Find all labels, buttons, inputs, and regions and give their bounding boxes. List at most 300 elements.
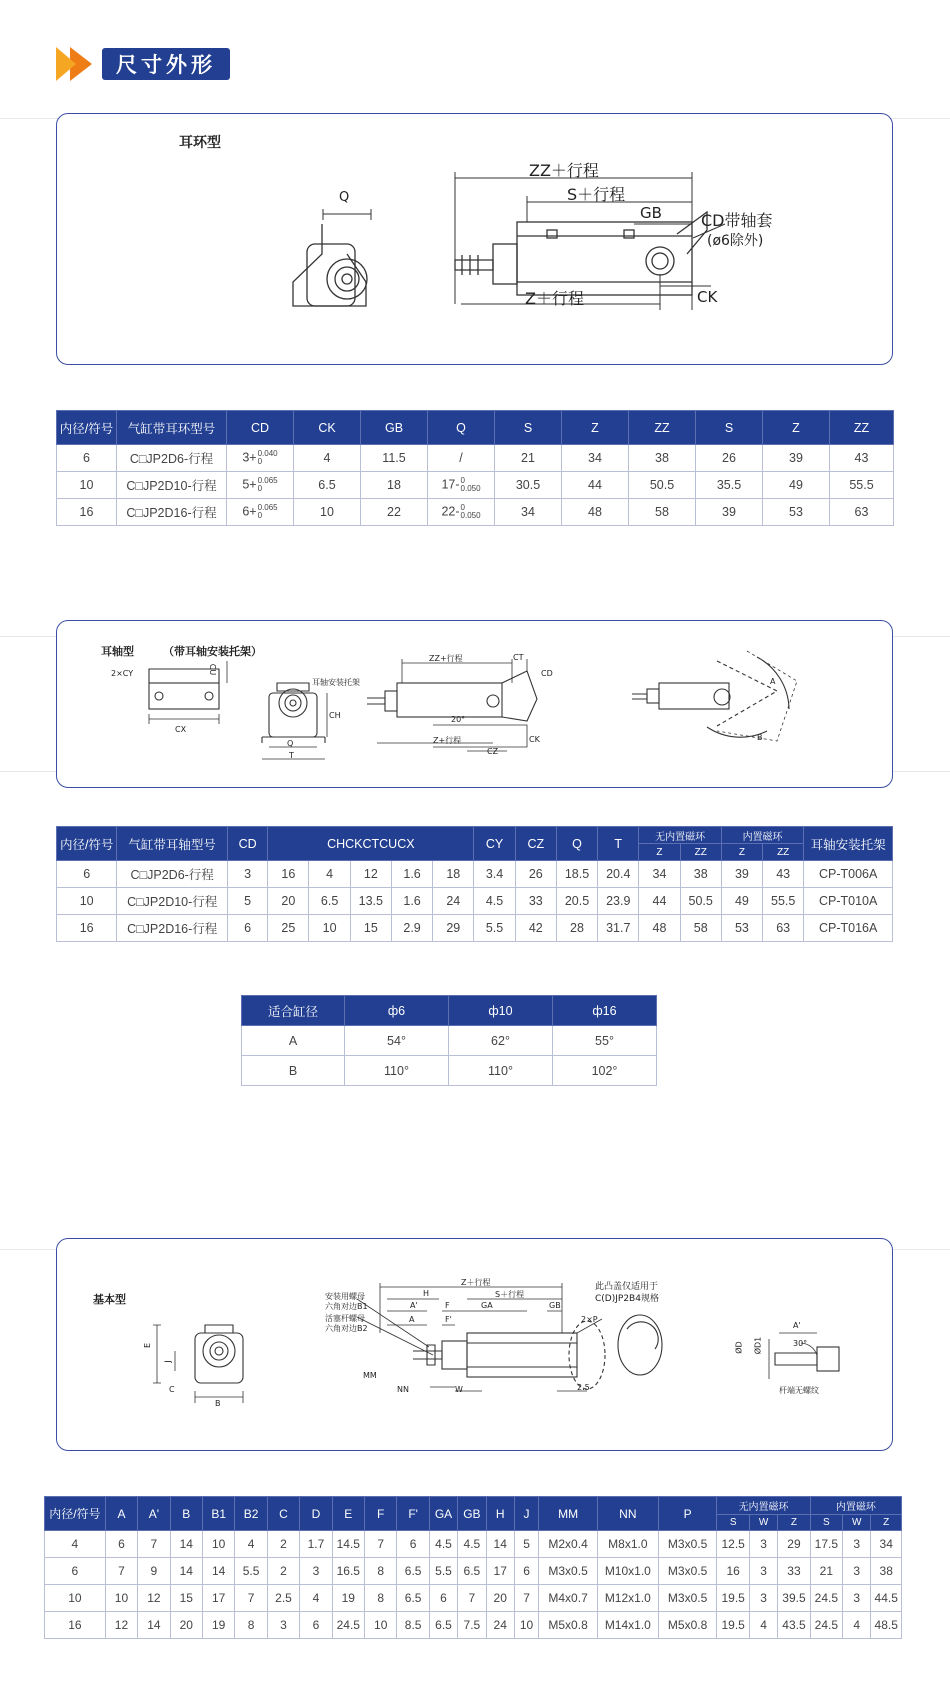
- dim-label: W: [455, 1385, 463, 1394]
- dim-cd: CD带轴套: [701, 211, 773, 230]
- dim-label: ZZ+行程: [429, 654, 463, 663]
- cell: 43: [830, 445, 894, 472]
- cell: M3x0.5: [658, 1558, 717, 1585]
- header-cell: S: [810, 1515, 842, 1531]
- header-cell: 内径/符号: [57, 827, 117, 861]
- cell: 49: [763, 472, 830, 499]
- dim-label: J: [163, 1360, 173, 1363]
- cell: 7: [514, 1585, 538, 1612]
- header-cell: 气缸带耳轴型号: [117, 827, 228, 861]
- cell: 24.5: [332, 1612, 364, 1639]
- dim-label: CH: [329, 711, 341, 720]
- header-cell: 内置磁环: [721, 827, 803, 844]
- cell: 110°: [449, 1056, 553, 1086]
- cell: 9: [138, 1558, 170, 1585]
- cell: 10: [202, 1531, 234, 1558]
- header-cell: CD: [227, 411, 294, 445]
- cell: 53: [763, 499, 830, 526]
- header-cell: 无内置磁环: [639, 827, 721, 844]
- cell: 31.7: [598, 915, 639, 942]
- header-cell: Z: [778, 1515, 810, 1531]
- cell: M10x1.0: [597, 1558, 658, 1585]
- cell: 13.5: [350, 888, 391, 915]
- dim-label: S＋行程: [495, 1290, 525, 1299]
- cell: 7: [138, 1531, 170, 1558]
- table-row: [242, 1026, 657, 1056]
- cell: 10: [514, 1612, 538, 1639]
- cell: 14: [138, 1612, 170, 1639]
- cell: 6.5: [458, 1558, 486, 1585]
- cell: M2x0.4: [539, 1531, 598, 1558]
- cell: 18: [361, 472, 428, 499]
- cell: C□JP2D6-行程: [117, 861, 228, 888]
- cell: 6: [57, 445, 117, 472]
- cell: 4: [309, 861, 350, 888]
- cell: 1.7: [300, 1531, 332, 1558]
- cell: 10: [365, 1612, 397, 1639]
- cell: 3: [843, 1558, 871, 1585]
- dim-zz: ZZ＋行程: [529, 161, 599, 180]
- cell: 102°: [553, 1056, 657, 1086]
- dim-label: 六角对边B2: [325, 1324, 368, 1333]
- header-cell: H: [486, 1497, 514, 1531]
- cell: 16: [717, 1558, 749, 1585]
- cell: 17: [486, 1558, 514, 1585]
- dim-label: 此凸盖仅适用于: [595, 1282, 659, 1292]
- header-cell: GB: [458, 1497, 486, 1531]
- cell: 39.5: [778, 1585, 810, 1612]
- table-row: [45, 1612, 902, 1639]
- cell: 16: [57, 915, 117, 942]
- cell: B: [242, 1056, 345, 1086]
- cell: 23.9: [598, 888, 639, 915]
- cell: 34: [871, 1531, 902, 1558]
- header-cell: 适合缸径: [242, 996, 345, 1026]
- cell: C□JP2D16-行程: [117, 499, 227, 526]
- table-header-row: [57, 411, 894, 445]
- header-cell: Z: [639, 844, 680, 861]
- cell: 10: [309, 915, 350, 942]
- header-cell: Z: [721, 844, 762, 861]
- cell: 21: [495, 445, 562, 472]
- cell: 20.4: [598, 861, 639, 888]
- cell: 3: [749, 1558, 777, 1585]
- dim-label: F: [445, 1301, 450, 1310]
- dim-label: F': [445, 1315, 452, 1324]
- cell: C□JP2D10-行程: [117, 472, 227, 499]
- cell: 18.5: [556, 861, 597, 888]
- dim-label: Q: [287, 739, 294, 748]
- cell: 6.5: [294, 472, 361, 499]
- cell: CP-T010A: [804, 888, 893, 915]
- cell: 6: [228, 915, 268, 942]
- cell: 7: [458, 1585, 486, 1612]
- cell: 33: [778, 1558, 810, 1585]
- header-cell: B: [170, 1497, 202, 1531]
- cell: 8: [235, 1612, 267, 1639]
- cell: M3x0.5: [539, 1558, 598, 1585]
- cell: 35.5: [696, 472, 763, 499]
- cell: 34: [562, 445, 629, 472]
- cell: 19: [332, 1585, 364, 1612]
- header-cell: E: [332, 1497, 364, 1531]
- dim-label: 杆端无螺纹: [779, 1386, 819, 1395]
- cell: 44.5: [871, 1585, 902, 1612]
- cell: M4x0.7: [539, 1585, 598, 1612]
- dim-q: Q: [339, 190, 350, 205]
- header-cell: B2: [235, 1497, 267, 1531]
- cell: 3+ 0.040 0: [227, 445, 294, 472]
- table-row: [45, 1558, 902, 1585]
- cell: C□JP2D10-行程: [117, 888, 228, 915]
- cell: 10: [105, 1585, 137, 1612]
- cell: 20: [268, 888, 309, 915]
- cell: 38: [871, 1558, 902, 1585]
- cell: 24.5: [810, 1585, 842, 1612]
- cell: 48: [639, 915, 680, 942]
- cell: 4.5: [429, 1531, 457, 1558]
- cell: 28: [556, 915, 597, 942]
- header-cell: C: [267, 1497, 299, 1531]
- header-cell: W: [843, 1515, 871, 1531]
- cell: 26: [515, 861, 556, 888]
- cell: M14x1.0: [597, 1612, 658, 1639]
- dim-label: CZ: [487, 747, 499, 756]
- header-cell: Q: [556, 827, 597, 861]
- cell: 6.5: [429, 1612, 457, 1639]
- cell: 4.5: [474, 888, 515, 915]
- dim-label: NN: [397, 1385, 409, 1394]
- cell: 8: [365, 1585, 397, 1612]
- cell: 110°: [345, 1056, 449, 1086]
- dim-label: ØD: [734, 1341, 744, 1354]
- cell: 24.5: [810, 1612, 842, 1639]
- cell: 3: [749, 1585, 777, 1612]
- table-row: [57, 888, 893, 915]
- cell: 12.5: [717, 1531, 749, 1558]
- header-cell: CD: [228, 827, 268, 861]
- cell: 6: [514, 1558, 538, 1585]
- cell: 29: [778, 1531, 810, 1558]
- cell: 8: [365, 1558, 397, 1585]
- cell: 29: [433, 915, 474, 942]
- header-cell: A': [138, 1497, 170, 1531]
- cell: C□JP2D16-行程: [117, 915, 228, 942]
- dim-gb: GB: [640, 204, 662, 222]
- header-cell: 内径/符号: [45, 1497, 106, 1531]
- table-row: [45, 1531, 902, 1558]
- cell: 14: [202, 1558, 234, 1585]
- dim-label: ØD1: [753, 1336, 763, 1355]
- cell: A: [242, 1026, 345, 1056]
- cell: 6: [45, 1558, 106, 1585]
- header-cell: S: [696, 411, 763, 445]
- dim-label: CU: [208, 663, 218, 676]
- cell: 16.5: [332, 1558, 364, 1585]
- header-cell: ф10: [449, 996, 553, 1026]
- table-header-row: [45, 1497, 902, 1515]
- chevron-arrows-icon: [56, 47, 92, 81]
- type-label: 耳环型: [179, 135, 221, 151]
- header-cell: CHCKCTCUCX: [268, 827, 474, 861]
- cell: 4: [300, 1585, 332, 1612]
- table-header-row: [242, 996, 657, 1026]
- dim-ck: CK: [697, 288, 718, 306]
- cell: 19: [202, 1612, 234, 1639]
- cell: 25: [268, 915, 309, 942]
- cell: 10: [57, 888, 117, 915]
- cell: 20: [170, 1612, 202, 1639]
- cell: 3: [843, 1585, 871, 1612]
- header-cell: ф6: [345, 996, 449, 1026]
- cell: M8x1.0: [597, 1531, 658, 1558]
- header-cell: B1: [202, 1497, 234, 1531]
- cell: 3: [267, 1612, 299, 1639]
- dim-label: Z+行程: [433, 736, 462, 745]
- cell: 44: [639, 888, 680, 915]
- header-cell: GA: [429, 1497, 457, 1531]
- table-row: [242, 1056, 657, 1086]
- cell: CP-T016A: [804, 915, 893, 942]
- cell: 48.5: [871, 1612, 902, 1639]
- header-cell: CK: [294, 411, 361, 445]
- dim-label: A: [409, 1315, 415, 1324]
- header-cell: 内径/符号: [57, 411, 117, 445]
- cell: 19.5: [717, 1612, 749, 1639]
- cell: 4.5: [458, 1531, 486, 1558]
- cell: 8.5: [397, 1612, 429, 1639]
- cell: 5.5: [235, 1558, 267, 1585]
- header-cell: S: [495, 411, 562, 445]
- cell: 6: [105, 1531, 137, 1558]
- header-cell: P: [658, 1497, 717, 1531]
- cell: 4: [749, 1612, 777, 1639]
- cell: 7: [365, 1531, 397, 1558]
- header-cell: W: [749, 1515, 777, 1531]
- cell: 6.5: [309, 888, 350, 915]
- dim-label: H: [423, 1289, 430, 1298]
- basic-type-diagram-panel: [56, 1238, 893, 1451]
- basic-type-drawing: [57, 1239, 893, 1451]
- header-cell: NN: [597, 1497, 658, 1531]
- cell: 18: [433, 861, 474, 888]
- cell: 6: [57, 861, 117, 888]
- cell: 1.6: [391, 861, 432, 888]
- cell: 14: [170, 1558, 202, 1585]
- header-cell: MM: [539, 1497, 598, 1531]
- cell: /: [428, 445, 495, 472]
- cell: 34: [639, 861, 680, 888]
- header-cell: A: [105, 1497, 137, 1531]
- header-cell: 无内置磁环: [717, 1497, 810, 1515]
- cell: 49: [721, 888, 762, 915]
- cell: 26: [696, 445, 763, 472]
- cell: 20: [486, 1585, 514, 1612]
- cell: 19.5: [717, 1585, 749, 1612]
- dim-label: 活塞杆螺母: [325, 1314, 365, 1323]
- cell: 12: [350, 861, 391, 888]
- cell: 15: [170, 1585, 202, 1612]
- table-row: [57, 861, 893, 888]
- cell: 24: [433, 888, 474, 915]
- dim-s: S＋行程: [567, 185, 626, 204]
- cell: CP-T006A: [804, 861, 893, 888]
- cell: 16: [45, 1612, 106, 1639]
- cell: 53: [721, 915, 762, 942]
- cell: 48: [562, 499, 629, 526]
- cell: 22- 0 0.050: [428, 499, 495, 526]
- header-cell: ZZ: [763, 844, 804, 861]
- cell: 2.9: [391, 915, 432, 942]
- cell: 63: [763, 915, 804, 942]
- trunnion-diagram-panel: [56, 620, 893, 788]
- header-cell: J: [514, 1497, 538, 1531]
- cell: 4: [235, 1531, 267, 1558]
- cell: 55.5: [830, 472, 894, 499]
- cell: 17- 0 0.050: [428, 472, 495, 499]
- cell: 16: [268, 861, 309, 888]
- cell: 5: [228, 888, 268, 915]
- cell: 6: [429, 1585, 457, 1612]
- cell: 50.5: [629, 472, 696, 499]
- table-row: [57, 445, 894, 472]
- cell: 14: [170, 1531, 202, 1558]
- cell: 38: [680, 861, 721, 888]
- header-cell: Z: [763, 411, 830, 445]
- header-cell: GB: [361, 411, 428, 445]
- dim-label: 耳轴安装托架: [312, 678, 360, 687]
- cell: 50.5: [680, 888, 721, 915]
- cell: 20.5: [556, 888, 597, 915]
- dim-z: Z＋行程: [525, 289, 584, 308]
- header-cell: ZZ: [680, 844, 721, 861]
- cell: 15: [350, 915, 391, 942]
- cell: 2: [267, 1531, 299, 1558]
- dim-label: 2×CY: [111, 669, 134, 678]
- cell: 22: [361, 499, 428, 526]
- cell: 10: [57, 472, 117, 499]
- cell: M5x0.8: [658, 1612, 717, 1639]
- cell: 38: [629, 445, 696, 472]
- cell: 63: [830, 499, 894, 526]
- ear-ring-spec-table: [56, 410, 894, 526]
- dim-label: MM: [363, 1371, 377, 1380]
- cell: 5.5: [429, 1558, 457, 1585]
- table-row: [57, 499, 894, 526]
- cell: 14: [486, 1531, 514, 1558]
- header-cell: Z: [871, 1515, 902, 1531]
- cell: 30.5: [495, 472, 562, 499]
- header-cell: S: [717, 1515, 749, 1531]
- cell: C□JP2D6-行程: [117, 445, 227, 472]
- ear-ring-diagram-panel: [56, 113, 893, 365]
- dim-label: 六角对边B1: [325, 1302, 368, 1311]
- cell: 12: [138, 1585, 170, 1612]
- type-note: （带耳轴安装托架）: [163, 645, 262, 658]
- header-cell: ф16: [553, 996, 657, 1026]
- cell: 11.5: [361, 445, 428, 472]
- type-label: 基本型: [93, 1293, 126, 1306]
- header-cell: Q: [428, 411, 495, 445]
- cell: 2: [267, 1558, 299, 1585]
- dim-label: A: [770, 677, 776, 686]
- header-cell: CZ: [515, 827, 556, 861]
- cell: 5.5: [474, 915, 515, 942]
- cell: 5: [514, 1531, 538, 1558]
- dim-label: 安装用螺母: [325, 1292, 365, 1301]
- swing-angle-table: [241, 995, 657, 1086]
- cell: 55°: [553, 1026, 657, 1056]
- cell: 58: [680, 915, 721, 942]
- header-cell: CY: [474, 827, 515, 861]
- cell: 54°: [345, 1026, 449, 1056]
- cell: 17.5: [810, 1531, 842, 1558]
- dim-label: A': [410, 1301, 418, 1310]
- cell: 7: [235, 1585, 267, 1612]
- cell: M3x0.5: [658, 1531, 717, 1558]
- trunnion-spec-table: [56, 826, 893, 942]
- section-title: 尺寸外形: [102, 48, 230, 80]
- basic-type-spec-table: [44, 1496, 902, 1639]
- cell: 4: [843, 1612, 871, 1639]
- dim-label: E: [143, 1342, 153, 1349]
- cell: 6.5: [397, 1558, 429, 1585]
- table-header-row: [57, 827, 893, 844]
- dim-label: C: [169, 1385, 175, 1394]
- cell: 33: [515, 888, 556, 915]
- cell: 3.4: [474, 861, 515, 888]
- header-cell: 耳轴安装托架: [804, 827, 893, 861]
- cell: 58: [629, 499, 696, 526]
- cell: 3: [300, 1558, 332, 1585]
- dim-label: GB: [549, 1301, 561, 1310]
- table-row: [57, 915, 893, 942]
- cell: 24: [486, 1612, 514, 1639]
- header-cell: ZZ: [629, 411, 696, 445]
- dim-label: B: [757, 733, 763, 742]
- cell: 12: [105, 1612, 137, 1639]
- cell: 17: [202, 1585, 234, 1612]
- dim-label: 2.5: [577, 1383, 590, 1392]
- header-cell: Z: [562, 411, 629, 445]
- cell: 6.5: [397, 1585, 429, 1612]
- cell: 55.5: [763, 888, 804, 915]
- table-row: [45, 1585, 902, 1612]
- cell: 1.6: [391, 888, 432, 915]
- dim-label: GA: [481, 1301, 493, 1310]
- header-cell: 气缸带耳环型号: [117, 411, 227, 445]
- cell: 6: [397, 1531, 429, 1558]
- header-cell: D: [300, 1497, 332, 1531]
- type-label: 耳轴型: [101, 645, 134, 658]
- cell: 10: [294, 499, 361, 526]
- cell: M5x0.8: [539, 1612, 598, 1639]
- cell: 42: [515, 915, 556, 942]
- section-header: [56, 47, 230, 81]
- table-row: [57, 472, 894, 499]
- dim-label: CK: [529, 735, 540, 744]
- dim-label: CD: [541, 669, 553, 678]
- cell: 43: [763, 861, 804, 888]
- cell: 5+ 0.065 0: [227, 472, 294, 499]
- dim-label: Z＋行程: [461, 1278, 491, 1287]
- cell: 7.5: [458, 1612, 486, 1639]
- cell: 62°: [449, 1026, 553, 1056]
- cell: 6+ 0.065 0: [227, 499, 294, 526]
- dim-label: 20°: [451, 715, 466, 724]
- header-cell: T: [598, 827, 639, 861]
- header-cell: 内置磁环: [810, 1497, 901, 1515]
